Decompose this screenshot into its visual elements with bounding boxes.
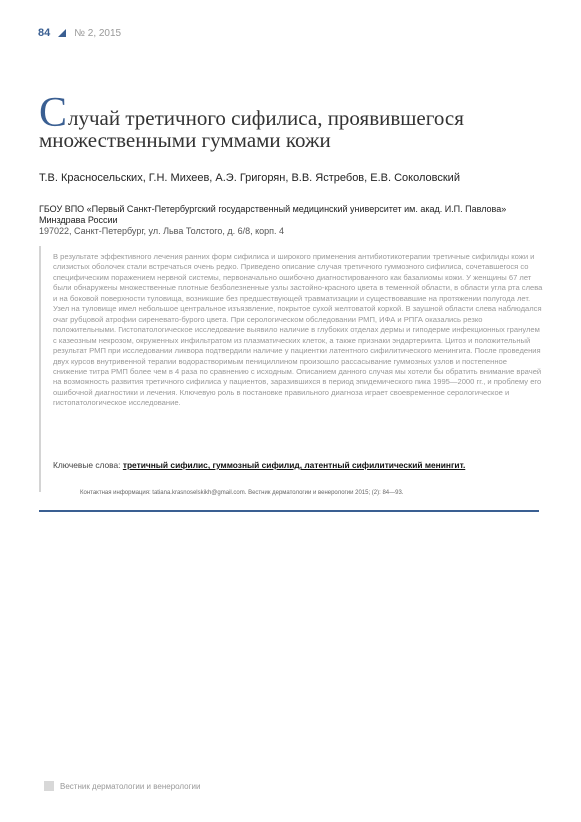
abstract-section — [39, 246, 541, 492]
title-line-1-text: лучай третичного сифилиса, проявившегося — [68, 106, 464, 130]
title-initial: С — [39, 90, 68, 136]
contact-info: Контактная информация: tatiana.krasnoselskikh@gmail.com. Вестник дерматологии и венерологии 2015; (2): 84—93. — [80, 490, 404, 496]
page-header — [38, 26, 121, 40]
footer-square-icon — [44, 781, 54, 791]
separator-line — [39, 510, 539, 512]
title-line-1 — [39, 90, 539, 136]
affiliation-line-2: Минздрава России — [39, 215, 118, 225]
address: 197022, Санкт-Петербург, ул. Льва Толстого, д. 6/8, корп. 4 — [39, 226, 285, 236]
corner-arrow-icon — [58, 29, 66, 37]
article-title — [39, 90, 539, 152]
keywords-list: третичный сифилис, гуммозный сифилид, латентный сифилитический менингит. — [122, 460, 466, 470]
keywords-label: Ключевые слова: — [53, 460, 121, 470]
affiliation-line-1: ГБОУ ВПО «Первый Санкт-Петербургский государственный медицинский университет им. акад. И.П. Павлова» — [39, 204, 507, 214]
authors: Т.В. Красносельских, Г.Н. Михеев, А.Э. Григорян, В.В. Ястребов, Е.В. Соколовский — [39, 172, 460, 184]
abstract-text: В результате эффективного лечения ранних форм сифилиса и широкого применения антибиотикотерапии третичные сифилиды кожи и слизистых оболочек стали встречаться очень редко. Приведено описание случая третичного гуммозного сифилиса, сочетавшегося со специфическим поражением нервной системы, первоначально ошибочно диагностированного как базалиомы кожи. У женщины 67 лет были обнаружены множественные плотные безболезненные узлы застойно-красного цвета в теменной области, в области угла рта слева и на боковой поверхности туловища, возникшие без предшествующей травматизации и существовавшие на протяжении полугода лет. Узел на туловище имел небольшое центральное изъязвление, покрытое сухой желтоватой коркой. В заушной области слева наблюдался очаг рубцовой атрофии сиреневато-бурого цвета. При серологическом обследовании РМП, ИФА и РПГА оказались резко положительными. Гистопатологическое исследование выявило наличие в глубоких отделах дермы и гиподерме инфекционных гранулем с казеозным некрозом, окруженных инфильтратом из плазматических клеток, а также признаки эндартериита. Цитоз и положительный результат РМП при исследовании ликвора подтвердили наличие у пациентки латентного сифилитического менингита. После проведения двух курсов внутривенной терапии водорастворимым пенициллином произошло рассасывание гуммозных узлов и постепенное снижение титра РМП более чем в 4 раза по сравнению с исходным. Описанием данного случая мы хотели бы обратить внимание врачей на возможность развития третичного сифилиса у пациентов, заразившихся в период эпидемического пика 1995—2000 гг., и проблему его ошибочной диагностики и лечения. Ключевую роль в постановке правильного диагноза играет своевременное серологическое и гистопатологическое исследование. — [53, 252, 543, 408]
journal-name: Вестник дерматологии и венерологии — [60, 781, 201, 791]
page-footer — [44, 781, 200, 791]
title-line-2: множественными гуммами кожи — [39, 128, 331, 152]
keywords — [53, 460, 543, 470]
issue-number: № 2, 2015 — [74, 27, 122, 39]
affiliation — [39, 204, 549, 237]
page-number: 84 — [38, 27, 51, 39]
